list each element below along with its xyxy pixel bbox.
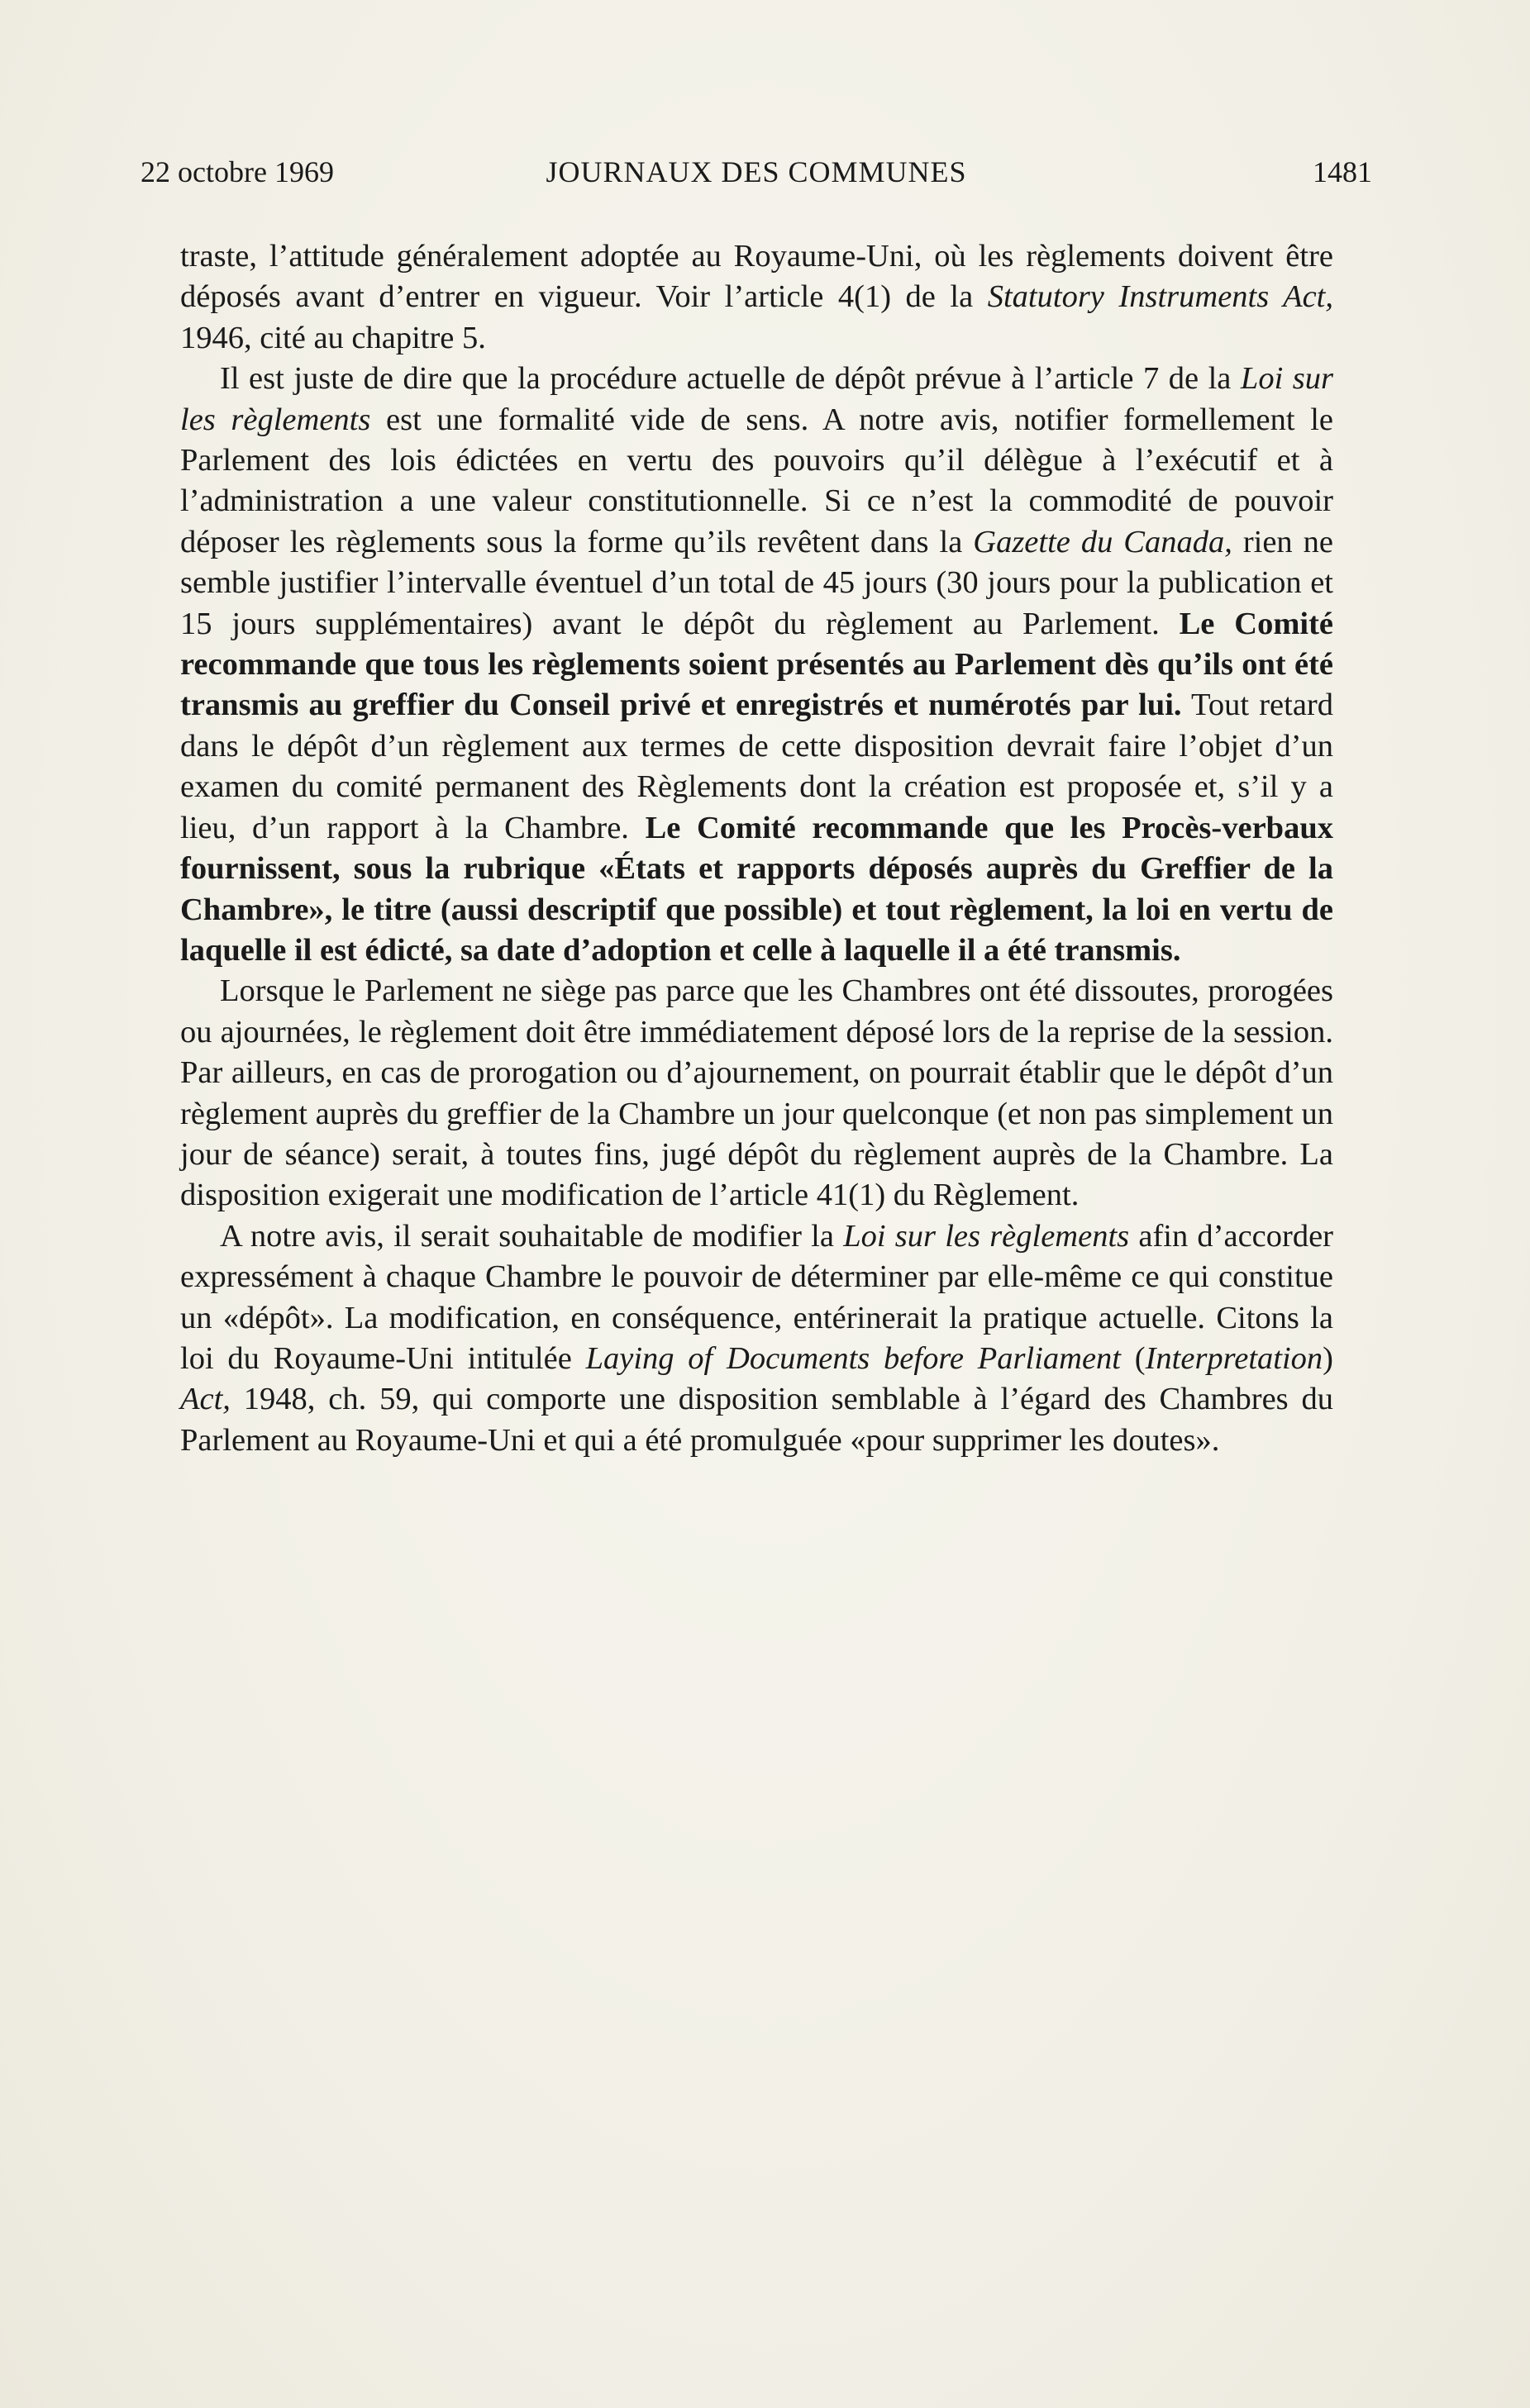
italic-run: Interpretation xyxy=(1145,1340,1323,1376)
text-run: Tout retard dans le dépôt d’un règlement aux termes de cette disposition devrait faire l’objet d’un examen du comité permanent des Règlements dont la création est proposée et, s’il y a lieu, d’un rapport à la Chambre. xyxy=(180,688,1333,845)
text-run: A notre avis, il serait souhaitable de modifier la xyxy=(220,1218,844,1254)
text-run: 1946, cité au chapitre 5. xyxy=(180,320,486,355)
italic-run: Statutory Instruments Act, xyxy=(987,279,1333,315)
paragraph xyxy=(180,236,1333,359)
recommendation-bold: Le Comité recommande que les Procès-verbaux fournissent, sous la rubrique «États et rapports déposés auprès du Greffier de la Chambre», le titre (aussi descriptif que possible) et tout règlement, la loi en vertu de laquelle il est édicté, sa date d’adoption et celle à laquelle il a été transmis. xyxy=(180,810,1333,968)
text-run: rien ne semble justifier l’intervalle éventuel d’un total de 45 jours (30 jours pour la publication et 15 jours supplémentaires) avant le dépôt du règlement au Parlement. xyxy=(180,524,1333,641)
text-run: Lorsque le Parlement ne siège pas parce que les Chambres ont été dissoutes, prorogées ou ajournées, le règlement doit être immédiatement déposé lors de la reprise de la session. Par ailleurs, en cas de prorogation ou d’ajournement, on pourrait établir que le dépôt d’un règlement auprès du greffier de la Chambre un jour quelconque (et non pas simplement un jour de séance) serait, à toutes fins, jugé dépôt du règlement auprès de la Chambre. La disposition exigerait une modification de l’article 41(1) du Règlement. xyxy=(180,973,1333,1213)
header-date: 22 octobre 1969 xyxy=(141,155,334,188)
paragraph xyxy=(180,359,1333,971)
italic-run: Loi sur les règlements xyxy=(180,361,1334,437)
header-title: JOURNAUX DES COMMUNES xyxy=(546,155,967,188)
italic-run: Gazette du Canada, xyxy=(973,524,1232,559)
text-run: est une formalité vide de sens. A notre avis, notifier formellement le Parlement des lois édictées en vertu des pouvoirs qu’il délègue à l’exécutif et à l’administration a une valeur constitutionnelle. Si ce n’est la commodité de pouvoir déposer les règlements sous la forme qu’ils revêtent dans la xyxy=(180,402,1333,559)
text-run: ) xyxy=(1323,1340,1333,1376)
text-run: 1948, ch. 59, qui comporte une disposition semblable à l’égard des Chambres du Parlement au Royaume-Uni et qui a été promulguée «pour supprimer les doutes». xyxy=(180,1382,1333,1458)
text-run: afin d’accorder expressément à chaque Chambre le pouvoir de déterminer par elle-même ce qui constitue un «dépôt». La modification, en conséquence, entérinerait la pratique actuelle. Citons la loi du Royaume-Uni intitulée xyxy=(180,1218,1333,1376)
text-run: traste, l’attitude généralement adoptée au Royaume-Uni, où les règlements doivent être déposés avant d’entrer en vigueur. Voir l’article 4(1) de la xyxy=(180,239,1333,315)
body-text xyxy=(180,236,1333,1461)
italic-run: Act, xyxy=(180,1382,231,1417)
recommendation-bold: Le Comité recommande que tous les règlements soient présentés au Parlement dès qu’ils ont été transmis au greffier du Conseil privé et enregistrés et numérotés par lui. xyxy=(180,606,1333,723)
page-header xyxy=(141,147,1372,197)
italic-run: Laying of Documents before Parliament xyxy=(585,1340,1121,1376)
text-run: Il est juste de dire que la procédure actuelle de dépôt prévue à l’article 7 de la xyxy=(220,361,1241,397)
paragraph xyxy=(180,971,1333,1216)
text-run: ( xyxy=(1120,1340,1146,1376)
header-page-number: 1481 xyxy=(1313,155,1372,188)
paragraph xyxy=(180,1216,1333,1461)
italic-run: Loi sur les règlements xyxy=(843,1218,1130,1254)
